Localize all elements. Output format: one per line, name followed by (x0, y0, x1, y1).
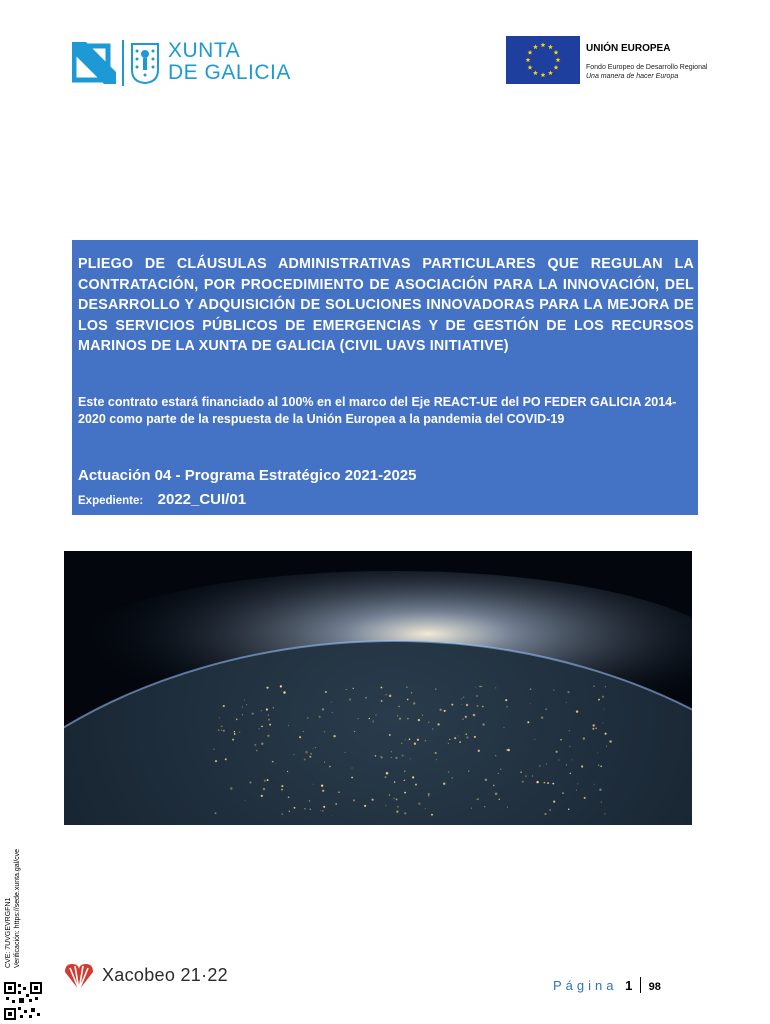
actuacion-line: Actuación 04 - Programa Estratégico 2021-2025 (78, 467, 417, 484)
earth-at-night-image (64, 551, 692, 825)
xacobeo-logo (62, 962, 242, 992)
expediente-label: Expediente: (78, 495, 144, 507)
galicia-shield-icon (130, 42, 160, 84)
eu-logo-title: UNIÓN EUROPEA (586, 43, 671, 54)
xunta-logo-line2: DE GALICIA (168, 61, 291, 84)
qr-code-icon (4, 982, 42, 1020)
xacobeo-text: Xacobeo 21·22 (102, 965, 228, 985)
xunta-logo-line1: XUNTA (168, 39, 241, 62)
eu-flag-icon (506, 36, 580, 84)
earth-illustration (64, 551, 692, 825)
page-current: 1 (625, 978, 633, 993)
xunta-de-galicia-logo (72, 40, 302, 86)
xunta-square-mark-icon (72, 42, 116, 84)
page-total: 98 (648, 981, 661, 993)
cve-code: CVE: 7UVGEVRGFN1 (5, 897, 12, 968)
verification-url[interactable]: Verificación: https://sede.xunta.gal/cve (14, 848, 21, 968)
page-label: Página (553, 978, 618, 993)
funding-statement: Este contrato estará financiado al 100% en el marco del Eje REACT-UE del PO FEDER GALICIA 2014-2020 como parte de la respuesta de la Unión Europea a la pandemia del COVID-19 (78, 395, 677, 426)
xunta-logo-text (168, 40, 291, 84)
xunta-logo-divider (122, 40, 124, 86)
verification-side-text (4, 738, 38, 968)
eu-logo-subtitle-fund: Fondo Europeo de Desarrollo Regional (586, 64, 708, 71)
page-separator (640, 977, 641, 993)
page-number (553, 977, 661, 993)
union-europea-logo (506, 36, 716, 84)
eu-logo-subtitle-motto: Una manera de hacer Europa (586, 73, 679, 80)
expediente-value: 2022_CUI/01 (157, 491, 247, 508)
title-box (72, 240, 698, 515)
document-title: PLIEGO DE CLÁUSULAS ADMINISTRATIVAS PARTICULARES QUE REGULAN LA CONTRATACIÓN, POR PROCEDIMIENTO DE ASOCIACIÓN PARA LA INNOVACIÓN, DEL DESARROLLO Y ADQUISICIÓN DE SOLUCIONES INNOVADORAS PARA LA MEJORA DE LOS SERVICIOS PÚBLICOS DE EMERGENCIAS Y DE GESTIÓN DE LOS RECURSOS MARINOS DE LA XUNTA DE GALICIA (CIVIL UAVS INITIATIVE) (78, 256, 694, 354)
expediente-row (78, 491, 246, 509)
scallop-shell-icon (62, 962, 96, 992)
